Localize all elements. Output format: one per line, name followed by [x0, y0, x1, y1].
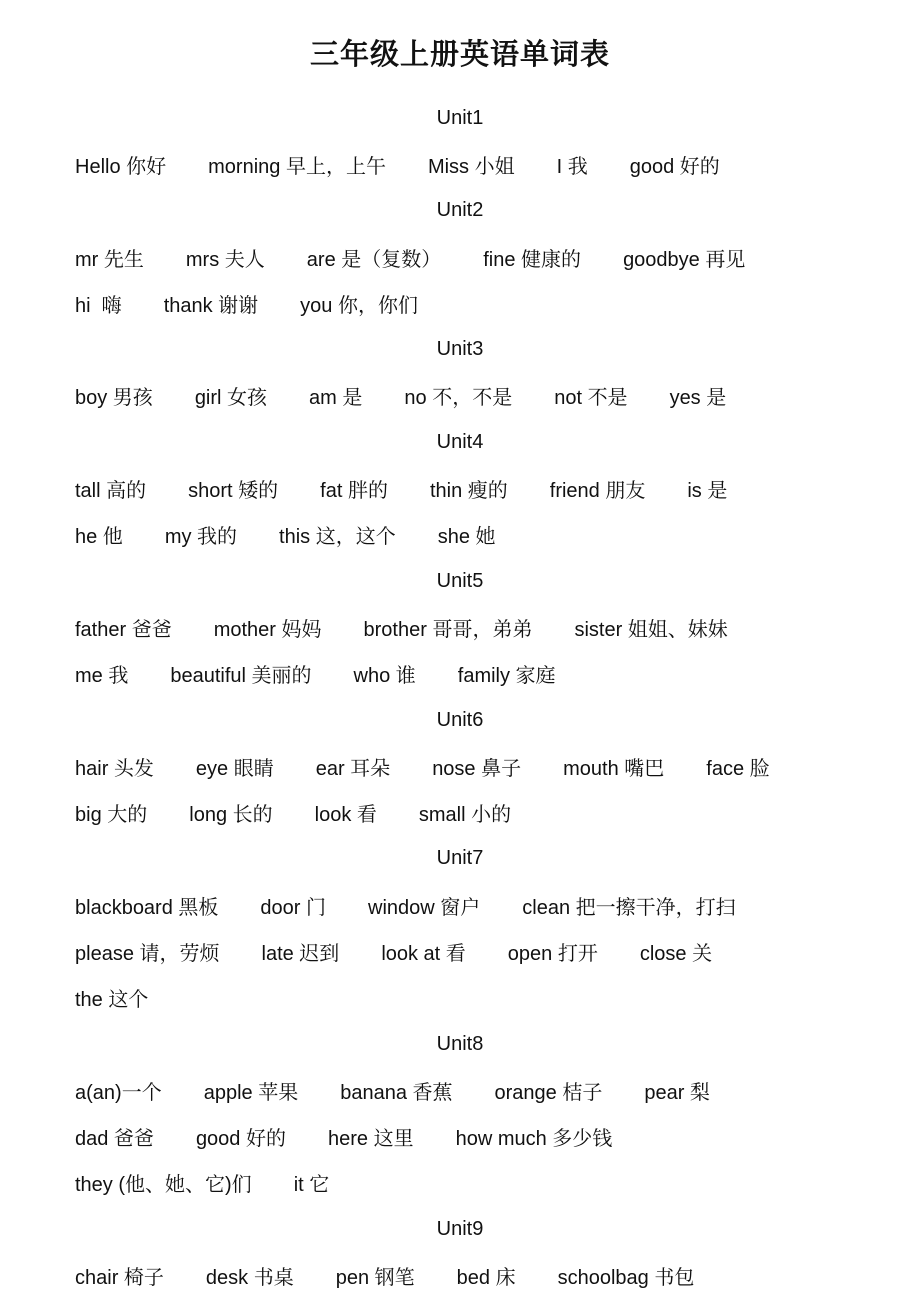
unit-title: Unit9	[436, 1217, 484, 1240]
word-line	[0, 234, 920, 280]
unit-title: Unit7	[436, 847, 484, 870]
word-line	[0, 1252, 920, 1298]
word-entry: not 不是	[554, 387, 628, 410]
word-line	[0, 789, 920, 835]
word-entry: family 家庭	[457, 665, 556, 688]
word-entry: blackboard 黑板	[75, 896, 219, 919]
unit-header	[0, 558, 920, 604]
unit-header	[0, 188, 920, 234]
unit-title: Unit1	[436, 106, 484, 129]
word-entry: good 好的	[629, 155, 720, 178]
word-entry: fine 健康的	[483, 248, 582, 271]
word-line	[0, 373, 920, 419]
word-entry: pear 梨	[644, 1081, 710, 1104]
word-entry: dad 爸爸	[75, 1128, 154, 1151]
word-entry: sister 姐姐、妹妹	[574, 618, 728, 641]
word-entry: is 是	[687, 480, 728, 503]
word-entry: yes 是	[669, 387, 727, 410]
word-entry: hi 嗨	[75, 294, 122, 317]
word-entry: boy 男孩	[75, 387, 153, 410]
word-entry: friend 朋友	[549, 480, 646, 503]
word-entry: look 看	[314, 804, 377, 827]
word-line	[0, 1160, 920, 1206]
word-entry: long 长的	[189, 804, 273, 827]
word-entry: thank 谢谢	[163, 294, 259, 317]
word-entry: my 我的	[164, 526, 238, 549]
word-entry: banana 香蕉	[340, 1081, 453, 1104]
word-entry: window 窗户	[368, 896, 481, 919]
word-entry: door 门	[260, 896, 326, 919]
word-entry: this 这，这个	[279, 526, 396, 549]
unit-title: Unit5	[436, 569, 484, 592]
unit-header	[0, 1021, 920, 1067]
word-entry: tall 高的	[75, 480, 147, 503]
word-line	[0, 512, 920, 558]
word-line	[0, 651, 920, 697]
word-entry: short 矮的	[188, 480, 279, 503]
word-entry: fat 胖的	[320, 480, 388, 503]
word-entry: big 大的	[75, 804, 148, 827]
word-entry: open 打开	[507, 942, 598, 965]
word-entry: am 是	[309, 387, 363, 410]
unit-header	[0, 419, 920, 465]
word-line	[0, 882, 920, 928]
word-line	[0, 280, 920, 326]
word-entry: beautiful 美丽的	[170, 665, 312, 688]
word-entry: here 这里	[328, 1128, 414, 1151]
word-entry: orange 桔子	[494, 1081, 603, 1104]
word-entry: good 好的	[195, 1128, 286, 1151]
word-entry: late 迟到	[261, 942, 340, 965]
document-title: 三年级上册英语单词表	[309, 39, 610, 71]
word-entry: mr 先生	[75, 248, 144, 271]
word-entry: are 是（复数）	[306, 248, 442, 271]
word-entry: look at 看	[381, 942, 466, 965]
word-entry: ear 耳朵	[315, 757, 391, 780]
word-entry: how much 多少钱	[455, 1128, 613, 1151]
word-entry: small 小的	[418, 804, 512, 827]
document-body	[0, 95, 920, 1299]
word-entry: apple 苹果	[203, 1081, 299, 1104]
unit-header	[0, 1206, 920, 1252]
word-line	[0, 1067, 920, 1113]
word-entry: Hello 你好	[75, 155, 167, 178]
unit-title: Unit3	[436, 338, 484, 361]
word-entry: you 你，你们	[300, 294, 418, 317]
unit-header	[0, 836, 920, 882]
word-entry: no 不，不是	[404, 387, 513, 410]
word-entry: hair 头发	[75, 757, 154, 780]
word-entry: me 我	[75, 665, 129, 688]
word-entry: mother 妈妈	[213, 618, 322, 641]
unit-header	[0, 326, 920, 372]
word-line	[0, 141, 920, 187]
word-entry: chair 椅子	[75, 1267, 164, 1290]
unit-title: Unit6	[436, 708, 484, 731]
word-entry: a(an)一个	[75, 1081, 162, 1104]
word-entry: please 请，劳烦	[75, 942, 220, 965]
word-entry: brother 哥哥，弟弟	[363, 618, 533, 641]
word-entry: pen 钢笔	[335, 1267, 415, 1290]
word-entry: face 脸	[706, 757, 770, 780]
word-entry: eye 眼睛	[195, 757, 274, 780]
unit-header	[0, 697, 920, 743]
unit-title: Unit8	[436, 1032, 484, 1055]
word-entry: desk 书桌	[205, 1267, 294, 1290]
word-entry: it 它	[293, 1174, 330, 1197]
word-entry: father 爸爸	[75, 618, 172, 641]
word-entry: morning 早上，上午	[208, 155, 386, 178]
word-line	[0, 465, 920, 511]
word-entry: the 这个	[75, 989, 149, 1012]
word-entry: who 谁	[353, 665, 416, 688]
word-entry: girl 女孩	[194, 387, 268, 410]
word-entry: close 关	[639, 942, 713, 965]
word-entry: thin 瘦的	[429, 480, 508, 503]
word-line	[0, 743, 920, 789]
word-entry: clean 把一擦干净，打扫	[522, 896, 736, 919]
unit-header	[0, 95, 920, 141]
word-entry: nose 鼻子	[432, 757, 522, 780]
word-entry: he 他	[75, 526, 123, 549]
word-entry: mouth 嘴巴	[563, 757, 665, 780]
word-entry: bed 床	[456, 1267, 516, 1290]
word-entry: schoolbag 书包	[557, 1267, 695, 1290]
word-line	[0, 604, 920, 650]
word-entry: she 她	[437, 526, 496, 549]
word-entry: they (他、她、它)们	[75, 1174, 252, 1197]
word-entry: Miss 小姐	[427, 155, 515, 178]
word-line	[0, 975, 920, 1021]
word-line	[0, 928, 920, 974]
word-line	[0, 1114, 920, 1160]
word-entry: I 我	[556, 155, 588, 178]
unit-title: Unit4	[436, 430, 484, 453]
word-entry: goodbye 再见	[623, 248, 746, 271]
word-entry: mrs 夫人	[185, 248, 265, 271]
unit-title: Unit2	[436, 199, 484, 222]
